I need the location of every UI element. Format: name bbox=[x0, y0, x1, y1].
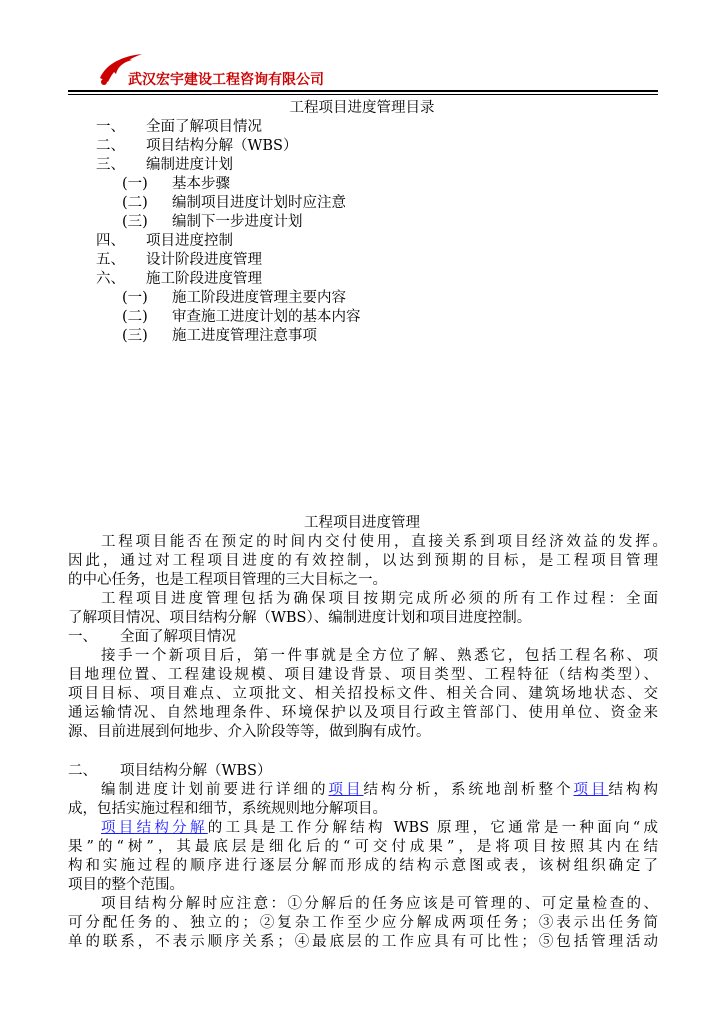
toc-item-label: 施工阶段进度管理主要内容 bbox=[172, 290, 346, 306]
paragraph-line bbox=[101, 819, 658, 838]
project-link[interactable]: 项目 bbox=[328, 782, 364, 798]
paragraph-line: 因此，通过对工程项目进度的有效控制，以达到预期的目标，是工程项目管理 bbox=[68, 553, 658, 569]
toc-item-label: 全面了解项目情况 bbox=[146, 119, 262, 135]
toc-item bbox=[96, 137, 298, 156]
paragraph-line: 通运输情况、自然地理条件、环境保护以及项目行政主管部门、使用单位、资金来 bbox=[68, 705, 658, 721]
company-name: 武汉宏宇建设工程咨询有限公司 bbox=[128, 72, 324, 88]
paragraph-line: 工程项目进度管理包括为确保项目按期完成所必须的所有工作过程：全面 bbox=[101, 591, 658, 607]
toc-item-number: (二) bbox=[122, 309, 148, 325]
toc-item-label: 项目结构分解（WBS） bbox=[146, 138, 298, 154]
toc-subitem bbox=[122, 289, 346, 308]
header-rule-thick bbox=[68, 90, 658, 92]
text-run: 的工具是工作分解结构 WBS 原理，它通常是一种面向“成 bbox=[207, 820, 659, 836]
header-rule-thin bbox=[68, 94, 658, 95]
paragraph-line: 接手一个新项目后，第一件事就是全方位了解、熟悉它，包括工程名称、项 bbox=[101, 648, 658, 664]
toc-item bbox=[96, 156, 233, 175]
paragraph-line: 源、目前进展到何地步、介入阶段等等，做到胸有成竹。 bbox=[68, 724, 431, 740]
toc-item bbox=[96, 232, 233, 251]
project-link[interactable]: 项目 bbox=[573, 782, 609, 798]
toc-item-label: 施工进度管理注意事项 bbox=[172, 328, 317, 344]
paragraph-line: 项目的整个范围。 bbox=[68, 877, 184, 893]
toc-item-label: 编制下一步进度计划 bbox=[172, 214, 303, 230]
section-number: 二、 bbox=[68, 763, 97, 779]
paragraph-line: 项目目标、项目难点、立项批文、相关招投标文件、相关合同、建筑场地状态、交 bbox=[68, 686, 658, 702]
toc-item-number: 二、 bbox=[96, 138, 125, 154]
paragraph-line: 果”的“树”，其最底层是细化后的“可交付成果”，是将项目按照其内在结 bbox=[68, 839, 658, 855]
toc-item-label: 编制进度计划 bbox=[146, 157, 233, 173]
toc-subitem bbox=[122, 327, 317, 346]
toc-item-label: 施工阶段进度管理 bbox=[146, 271, 262, 287]
toc-item-number: 三、 bbox=[96, 157, 125, 173]
project-structure-link[interactable]: 项目结构分解 bbox=[101, 820, 208, 836]
toc-item-number: (三) bbox=[122, 214, 148, 230]
section-number: 一、 bbox=[68, 629, 97, 645]
toc-item-number: 四、 bbox=[96, 233, 125, 249]
paragraph-line: 目地理位置、工程建设规模、项目建设背景、项目类型、工程特征（结构类型）、 bbox=[68, 667, 658, 683]
toc-item-number: 六、 bbox=[96, 271, 125, 287]
section-label: 全面了解项目情况 bbox=[120, 629, 236, 645]
section-heading bbox=[68, 762, 272, 781]
toc-item-label: 设计阶段进度管理 bbox=[146, 252, 262, 268]
toc-item bbox=[96, 251, 262, 270]
toc-item-number: (三) bbox=[122, 328, 148, 344]
toc-item-number: 五、 bbox=[96, 252, 125, 268]
toc-item-number: (一) bbox=[122, 176, 148, 192]
paragraph-line: 可分配任务的、独立的；②复杂工作至少应分解成两项任务；③表示出任务简 bbox=[68, 915, 658, 931]
paragraph-line: 单的联系，不表示顺序关系；④最底层的工作应具有可比性；⑤包括管理活动 bbox=[68, 934, 658, 950]
text-run: 编制进度计划前要进行详细的 bbox=[101, 782, 329, 798]
paragraph-line: 工程项目能否在预定的时间内交付使用，直接关系到项目经济效益的发挥。 bbox=[101, 534, 667, 550]
toc-item bbox=[96, 270, 262, 289]
paragraph-line: 构和实施过程的顺序进行逐层分解而形成的结构示意图或表，该树组织确定了 bbox=[68, 858, 658, 874]
toc-item-number: 一、 bbox=[96, 119, 125, 135]
toc-subitem bbox=[122, 213, 303, 232]
paragraph-line: 了解项目情况、项目结构分解（WBS）、编制进度计划和项目进度控制。 bbox=[68, 610, 532, 626]
toc-item bbox=[96, 118, 262, 137]
toc-subitem bbox=[122, 175, 230, 194]
text-run: 结构分析，系统地剖析整个 bbox=[363, 782, 574, 798]
toc-item-number: (一) bbox=[122, 290, 148, 306]
paragraph-line: 的中心任务，也是工程项目管理的三大目标之一。 bbox=[68, 572, 387, 588]
toc-subitem bbox=[122, 308, 361, 327]
section-heading bbox=[68, 628, 236, 647]
text-run: 结构构 bbox=[608, 782, 658, 798]
section-label: 项目结构分解（WBS） bbox=[120, 763, 272, 779]
toc-item-label: 审查施工进度计划的基本内容 bbox=[172, 309, 361, 325]
toc-item-label: 项目进度控制 bbox=[146, 233, 233, 249]
paragraph-line bbox=[101, 781, 658, 800]
toc-item-number: (二) bbox=[122, 195, 148, 211]
paragraph-line: 成，包括实施过程和细节，系统规则地分解项目。 bbox=[68, 801, 387, 817]
body-title: 工程项目进度管理 bbox=[304, 515, 420, 531]
paragraph-line: 项目结构分解时应注意：①分解后的任务应该是可管理的、可定量检查的、 bbox=[101, 896, 658, 912]
document-header bbox=[68, 44, 658, 96]
toc-subitem bbox=[122, 194, 346, 213]
toc-title: 工程项目进度管理目录 bbox=[289, 100, 435, 116]
toc-item-label: 基本步骤 bbox=[172, 176, 230, 192]
toc-item-label: 编制项目进度计划时应注意 bbox=[172, 195, 346, 211]
